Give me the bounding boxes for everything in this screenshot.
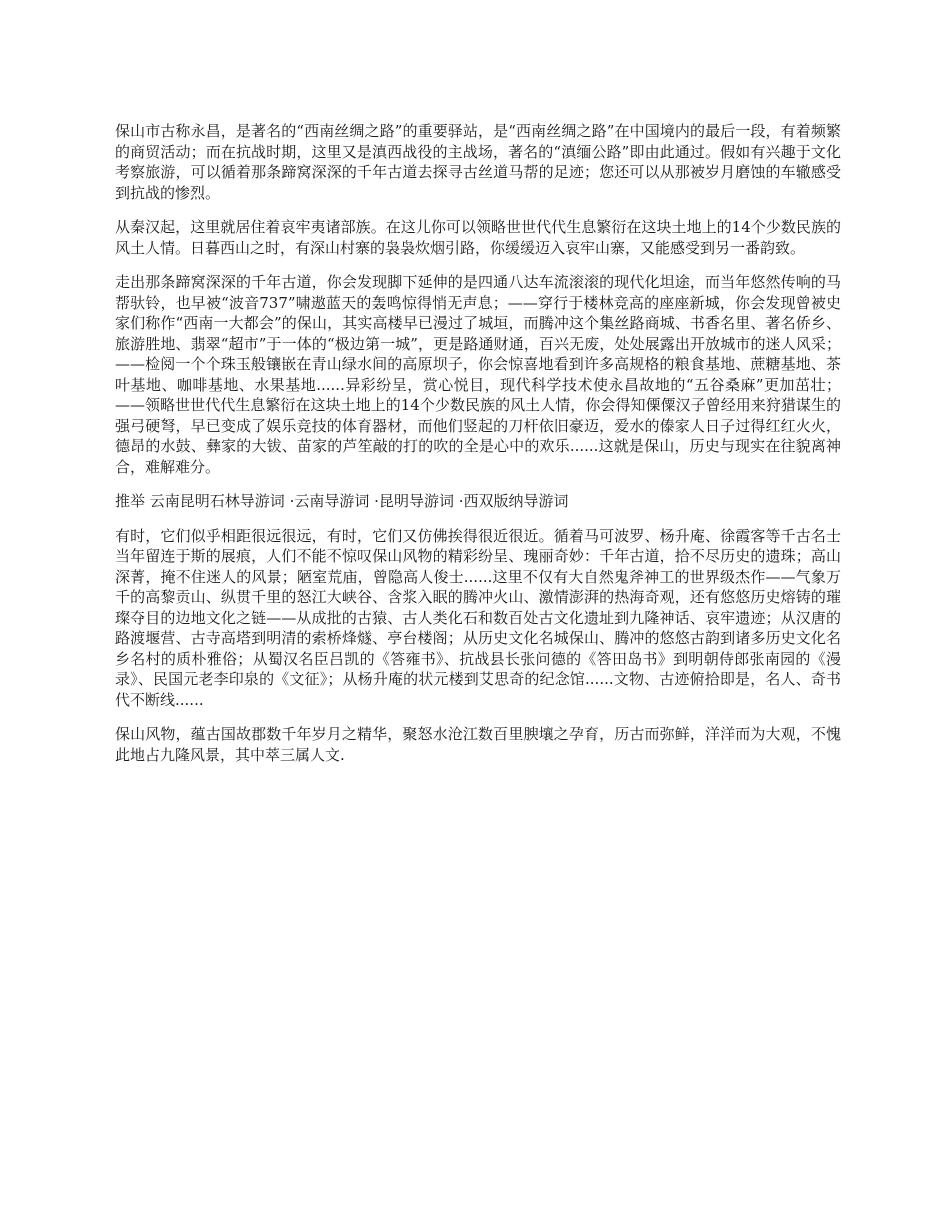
paragraph-scenery: 有时，它们似乎相距很远很远，有时，它们又仿佛挨得很近很近。循着马可波罗、杨升庵、徐霞客等千古名士当年留连于斯的展痕，人们不能不惊叹保山风物的精彩纷呈、瑰丽奇妙：千年古道，拾不尽历史的遗珠；高山深菁，掩不住迷人的风景；陋室荒庙，曾隐高人俊士......这里不仅有大自然鬼斧神工的世界级杰作——气象万千的高黎贡山、纵贯千里的怒江大峡谷、含浆入眠的腾冲火山、激情澎湃的热海奇观，还有悠悠历史熔铸的璀璨夺目的边地文化之链——从成批的古猿、古人类化石和数百处古文化遗址到九隆神话、哀牢遗迹；从汉唐的路渡堰营、古寺高塔到明清的索桥烽燧、亭台楼阁；从历史文化名城保山、腾冲的悠悠古韵到诸多历史文化名乡名村的质朴雅俗；从蜀汉名臣吕凯的《答雍书》、抗战县长张问德的《答田岛书》到明朝侍郎张南园的《漫录》、民国元老李印泉的《文征》；从杨升庵的状元楼到艾思奇的纪念馆......文物、古迹俯拾即是，名人、奇书代不断线...... — [115, 526, 841, 709]
paragraph-modern: 走出那条蹄窝深深的千年古道，你会发现脚下延伸的是四通八达车流滚滚的现代化坦途，而当年悠然传响的马帮驮铃，也早被“波音737”啸遨蓝天的轰鸣惊得悄无声息；——穿行于楼林竞高的座座新城，你会发现曾被史家们称作“西南一大都会”的保山，其实高楼早已漫过了城垣，而腾冲这个集丝路商城、书香名里、著名侨乡、旅游胜地、翡翠“超市”于一体的“极边第一城”，更是路通财通，百兴无废，处处展露出开放城市的迷人风采；——检阅一个个珠玉般镶嵌在青山绿水间的高原坝子，你会惊喜地看到许多高规格的粮食基地、蔗糖基地、茶叶基地、咖啡基地、水果基地......异彩纷呈，赏心悦目，现代科学技术使永昌故地的“五谷桑麻”更加茁壮；——领略世世代代生息繁衍在这块土地上的14个少数民族的风土人情，你会得知傈僳汉子曾经用来狩猎谋生的强弓硬弩，早已变成了娱乐竞技的体育器材，而他们竖起的刀杆依旧豪迈，爱水的傣家人日子过得红红火火，德昂的水鼓、彝家的大钹、苗家的芦笙敲的打的吹的全是心中的欢乐......这就是保山，历史与现实在往貌离神合，难解难分。 — [115, 273, 841, 476]
link-yunnan-guide[interactable]: 云南导游词 — [294, 492, 370, 510]
paragraph-conclusion: 保山风物，蕴古国故郡数千年岁月之精华，聚怒水沧江数百里腴壤之孕育，历古而弥鲜，洋洋而为大观，不愧此地占九隆风景，其中萃三属人文. — [115, 725, 841, 764]
recommend-links — [115, 491, 841, 512]
link-separator: · — [458, 492, 464, 510]
link-shilin-guide[interactable]: 云南昆明石林导游词 — [149, 492, 285, 510]
link-separator: · — [289, 492, 295, 510]
paragraph-intro: 保山市古称永昌，是著名的“西南丝绸之路”的重要驿站，是“西南丝绸之路”在中国境内的最后一段，有着频繁的商贸活动；而在抗战时期，这里又是滇西战役的主战场，著名的“滇缅公路”即由此通过。假如有兴趣于文化考察旅游，可以循着那条蹄窝深深的千年古道去探寻古丝道马帮的足迹；您还可以从那被岁月磨蚀的车辙感受到抗战的惨烈。 — [115, 122, 841, 202]
link-separator: · — [374, 492, 379, 510]
paragraph-history: 从秦汉起，这里就居住着哀牢夷诸部族。在这儿你可以领略世世代代生息繁衍在这块土地上的14个少数民族的风土人情。日暮西山之时，有深山村寨的袅袅炊烟引路，你缓缓迈入哀牢山寨，又能感受到另一番韵致。 — [115, 218, 841, 257]
link-xishuangbanna-guide[interactable]: 西双版纳导游词 — [463, 492, 569, 510]
article-body — [115, 121, 841, 779]
link-kunming-guide[interactable]: 昆明导游词 — [378, 492, 454, 510]
recommend-label: 推举 — [115, 492, 146, 510]
